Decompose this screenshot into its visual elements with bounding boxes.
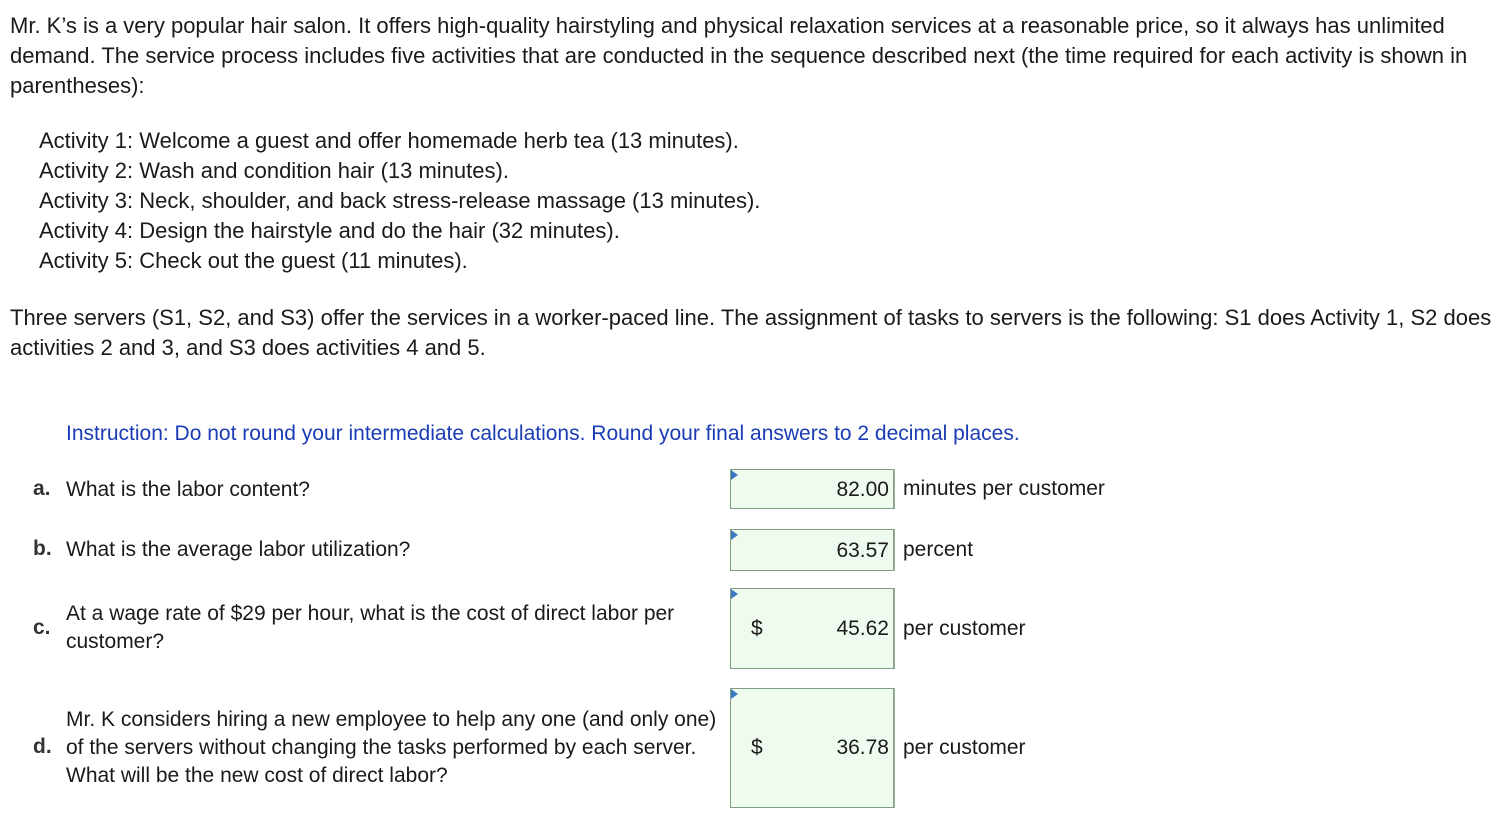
answer-d-currency: $ bbox=[751, 736, 763, 759]
question-d-text: Mr. K considers hiring a new employee to help any one (and only one) of the servers without changing the tasks performed by each server. What will be the new cost of direct labor? bbox=[66, 708, 717, 787]
activity-item: Activity 5: Check out the guest (11 minutes). bbox=[39, 248, 468, 273]
answer-c-input[interactable] bbox=[730, 588, 894, 669]
answer-d-unit: per customer bbox=[894, 688, 1026, 808]
answer-a-unit: minutes per customer bbox=[894, 469, 1105, 509]
question-c-label: c. bbox=[33, 616, 51, 639]
activity-item: Activity 4: Design the hairstyle and do the hair (32 minutes). bbox=[39, 218, 620, 243]
instruction-text: Instruction: Do not round your intermediate calculations. Round your final answers to 2 decimal places. bbox=[66, 422, 1020, 445]
answer-d-input[interactable] bbox=[730, 688, 894, 808]
answer-c-value: 45.62 bbox=[836, 617, 889, 640]
answer-c-unit: per customer bbox=[894, 588, 1026, 669]
activity-item: Activity 3: Neck, shoulder, and back stress-release massage (13 minutes). bbox=[39, 188, 761, 213]
answer-b-unit: percent bbox=[894, 529, 973, 571]
answer-a-value: 82.00 bbox=[836, 478, 889, 501]
answer-a-input[interactable] bbox=[730, 469, 894, 509]
activity-item: Activity 2: Wash and condition hair (13 minutes). bbox=[39, 158, 509, 183]
answer-flag-icon bbox=[731, 470, 738, 480]
question-a-label: a. bbox=[33, 477, 51, 500]
answer-flag-icon bbox=[731, 689, 738, 699]
answer-flag-icon bbox=[731, 530, 738, 540]
question-c-text: At a wage rate of $29 per hour, what is the cost of direct labor per customer? bbox=[66, 602, 675, 653]
activity-list bbox=[39, 126, 760, 276]
question-b-text: What is the average labor utilization? bbox=[66, 538, 411, 561]
question-b-label: b. bbox=[33, 537, 52, 560]
answer-c-currency: $ bbox=[751, 617, 763, 640]
answer-b-input[interactable] bbox=[730, 529, 894, 571]
answer-b-value: 63.57 bbox=[836, 539, 889, 562]
answer-flag-icon bbox=[731, 589, 738, 599]
question-d-label: d. bbox=[33, 735, 52, 758]
answer-d-value: 36.78 bbox=[836, 736, 889, 759]
activity-item: Activity 1: Welcome a guest and offer homemade herb tea (13 minutes). bbox=[39, 128, 739, 153]
question-a-text: What is the labor content? bbox=[66, 478, 310, 501]
problem-intro: Mr. K’s is a very popular hair salon. It offers high-quality hairstyling and physical relaxation services at a reasonable price, so it always has unlimited demand. The service process includes five activities that are conducted in the sequence described next (the time required for each activity is shown in parentheses): bbox=[10, 13, 1468, 98]
servers-description: Three servers (S1, S2, and S3) offer the services in a worker-paced line. The assignment of tasks to servers is the following: S1 does Activity 1, S2 does activities 2 and 3, and S3 does activities 4 and 5. bbox=[10, 305, 1492, 360]
